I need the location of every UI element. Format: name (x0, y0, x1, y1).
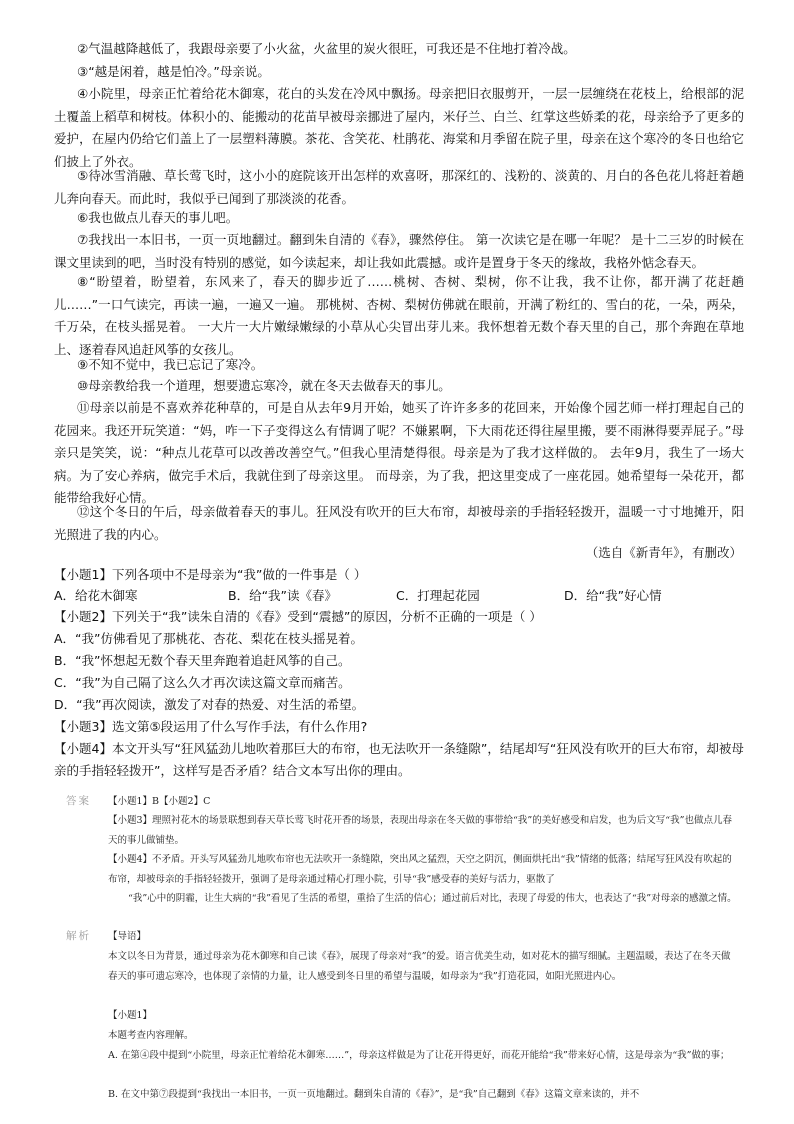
answer-4: 【小题4】不矛盾。开头写风猛劲儿地吹布帘也无法吹开一条缝隙，突出风之猛烈，天空之阴沉，侧面烘托出“我”情绪的低落；结尾写狂风没有吹起的布帘，却被母亲的手指轻轻拨开，强调了是母亲通过精心打理小院，引导“我”感受春的美好与活力，驱散了 (108, 854, 732, 885)
question-2-option-c: C．“我”为自己隔了这么久才再次读这篇文章而痛苦。 (54, 675, 351, 690)
paragraph-5: ⑤待冰雪消融、草长莺飞时，这小小的庭院该开出怎样的欢喜呀，那深红的、浅粉的、淡黄的、月白的各色花儿将赶着趟儿奔向春天。而此时，我似乎已闻到了那淡淡的花香。 (54, 168, 744, 206)
analysis-guide-heading: 【导语】 (108, 931, 147, 942)
question-4: 【小题4】本文开头写“狂风猛劲儿地吹着那巨大的布帘，也无法吹开一条缝隙”，结尾却写“狂风没有吹开的巨大布帘，却被母亲的手指轻轻拨开”，这样写是否矛盾？结合文本写出你的理由。 (54, 741, 744, 778)
source-note: （选自《新青年》，有删改） (585, 545, 742, 560)
paragraph-10: ⑩母亲教给我一个道理，想要遗忘寒冷，就在冬天去做春天的事儿。 (77, 378, 451, 393)
analysis-intro: 本文以冬日为背景，通过母亲为花木御寒和自己读《春》，展现了母亲对“我”的爱。语言优美生动，如对花木的描写细腻。主题温暖，表达了在冬天做春天的事可遗忘寒冷，也体现了亲情的力量，让人感受到冬日里的希望与温暖，如母亲为“我”打造花园，如阳光照进内心。 (108, 951, 731, 982)
question-2-option-b: B．“我”怀想起无数个春天里奔跑着追赶风筝的自己。 (54, 653, 351, 668)
analysis-q1-option-b: B. 在文中第⑦段提到“我找出一本旧书，一页一页地翻过。翻到朱自清的《春》”，是“我”自己翻到《春》这篇文章来读的，并不 (108, 1089, 640, 1100)
answer-4-continued: “我”心中的阴霾，让生大病的“我”看见了生活的希望，重拾了生活的信心；通过前后对比，表现了母爱的伟大，也表达了“我”对母亲的感激之情。 (128, 893, 737, 904)
analysis-q1-option-a: A. 在第④段中提到“小院里，母亲正忙着给花木御寒……”，母亲这样做是为了让花开得更好，而花开能给“我”带来好心情，这是母亲为“我”做的事； (108, 1050, 730, 1061)
question-2-option-d: D．“我”再次阅读，激发了对春的热爱、对生活的希望。 (54, 697, 365, 712)
paragraph-3: ③“越是闲着，越是怕冷。”母亲说。 (77, 64, 270, 79)
answer-label: 答案 (66, 795, 91, 807)
option-d: D．给“我”好心情 (564, 588, 662, 603)
analysis-q1-heading: 【小题1】 (108, 1010, 153, 1021)
option-c: C．打理起花园 (396, 588, 480, 603)
paragraph-6: ⑥我也做点儿春天的事儿吧。 (77, 210, 239, 225)
option-b: B．给“我”读《春》 (228, 588, 338, 603)
paragraph-11: ⑪母亲以前是不喜欢养花种草的，可是自从去年9月开始，她买了许许多多的花回来，开始像个园艺师一样打理起自己的花园来。我还开玩笑道：“妈，咋一下子变得这么有情调了呢？不嫌累啊，下大雨花还得往屋里搬，要不雨淋得要弄屁子。”母亲只是笑笑，说：“种点儿花草可以改善改善空气。”但我心里清楚得很。母亲是为了我才这样做的。 去年9月，我生了一场大病。为了安心养病，做完手术后，我就住到了母亲这里。 而母亲，为了我，把这里变成了一座花园。她希望每一朵花开，都能带给我好心情。 (54, 400, 744, 505)
paragraph-4: ④小院里，母亲正忙着给花木御寒，花白的头发在冷风中飘扬。母亲把旧衣服剪开，一层一层缠绕在花枝上，给根部的泥土覆盖上稻草和树枝。体积小的、能搬动的花苗早被母亲挪进了屋内，米仔兰、白兰、红掌这些娇柔的花，母亲给予了更多的爱护，在屋内仍给它们盖上了一层塑料薄膜。茶花、含笑花、杜鹃花、海棠和月季留在院子里，母亲在这个寒冷的冬日也给它们披上了外衣。 (54, 86, 744, 169)
question-1: 【小题1】下列各项中不是母亲为“我”做的一件事是（ ） (54, 567, 367, 582)
option-a: A．给花木御寒 (54, 588, 138, 603)
paragraph-12: ⑫这个冬日的午后，母亲做着春天的事儿。狂风没有吹开的巨大布帘，却被母亲的手指轻轻拨开，温暖一寸寸地摊开，阳光照进了我的内心。 (54, 504, 744, 542)
question-2: 【小题2】下列关于“我”读朱自清的《春》受到“震撼”的原因，分析不正确的一项是（ ） (54, 609, 542, 624)
answer-1-2: 【小题1】B【小题2】C (108, 796, 211, 807)
paragraph-9: ⑨不知不觉中，我已忘记了寒冷。 (77, 357, 264, 372)
analysis-label: 解析 (66, 930, 91, 942)
analysis-q1-line: 本题考查内容理解。 (108, 1030, 194, 1041)
paragraph-7: ⑦我找出一本旧书，一页一页地翻过。翻到朱自清的《春》，骤然停住。 第一次读它是在哪一年呢？ 是十二三岁的时候在课文里读到的吧，当时没有特别的感觉，如今读起来，却让我如此震撼。或许是置身于冬天的缘故，我格外惦念春天。 (54, 232, 744, 270)
question-3: 【小题3】选文第⑤段运用了什么写作手法，有什么作用? (54, 719, 368, 734)
question-2-option-a: A．“我”仿佛看见了那桃花、杏花、梨花在枝头摇晃着。 (54, 631, 364, 646)
answer-3: 【小题3】理照衬花木的场景联想到春天草长莺飞时花开香的场景，表现出母亲在冬天做的事带给“我”的美好感受和启发，也为后文写“我”也做点儿春天的事儿做铺垫。 (108, 815, 732, 846)
paragraph-8: ⑧“盼望着，盼望着，东风来了，春天的脚步近了……桃树、杏树、梨树，你不让我，我不让你，都开满了花赶趟儿……”一口气读完，再读一遍，一遍又一遍。 那桃树、杏树、梨树仿佛就在眼前，开满了粉红的、雪白的花，一朵，两朵，千万朵，在枝头摇晃着。 一大片一大片嫩绿嫩绿的小草从心尖冒出芽儿来。我怀想着无数个春天里的自己，那个奔跑在草地上、逐着春风追赶风筝的女孩儿。 (54, 274, 744, 357)
question-1-options (54, 585, 744, 607)
paragraph-2: ②气温越降越低了，我跟母亲要了小火盆，火盆里的炭火很旺，可我还是不住地打着冷战。 (77, 41, 576, 56)
